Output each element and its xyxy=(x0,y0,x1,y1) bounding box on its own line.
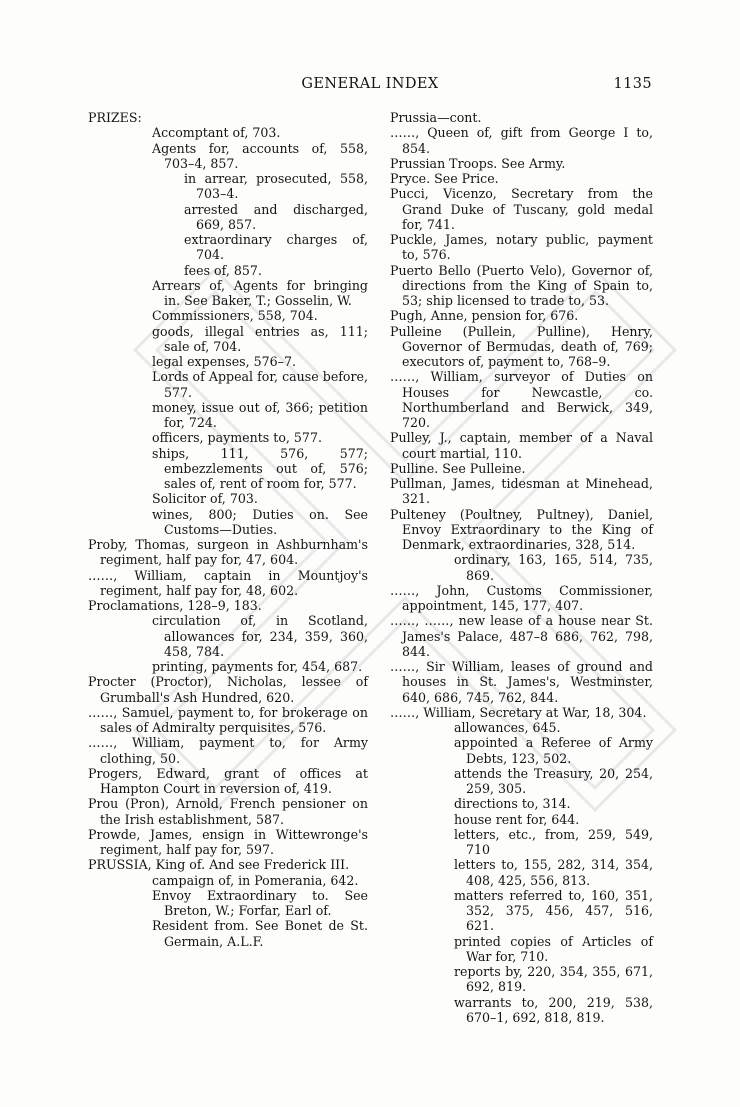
index-entry: Puerto Bello (Puerto Velo), Governor of, directions from the King of Spain to, 53; ship licensed to trade to, 53. xyxy=(390,262,653,308)
index-entry: Procter (Proctor), Nicholas, lessee of Grumball's Ash Hundred, 620. xyxy=(88,674,368,705)
index-entry: ……, Samuel, payment to, for brokerage on sales of Admiralty perquisites, 576. xyxy=(88,704,368,735)
index-entry: Progers, Edward, grant of offices at Hampton Court in reversion of, 419. xyxy=(88,765,368,796)
index-subentry: legal expenses, 576–7. xyxy=(152,354,296,369)
index-subentry: Accomptant of, 703. xyxy=(152,125,281,141)
index-subentry: money, issue out of, 366; petition for, 724. xyxy=(152,399,368,430)
page-header xyxy=(0,76,740,96)
index-entry: Pryce. See Price. xyxy=(390,171,499,186)
index-entry: Proby, Thomas, surgeon in Ashburnham's regiment, half pay for, 47, 604. xyxy=(88,537,368,568)
index-subentry: ordinary, 163, 165, 514, 735, 869. xyxy=(454,552,653,583)
index-subentry: campaign of, in Pomerania, 642. xyxy=(152,872,359,888)
index-subentry: Commissioners, 558, 704. xyxy=(152,308,318,324)
index-entry: Pulley, J., captain, member of a Naval court martial, 110. xyxy=(390,430,653,461)
index-subentry: arrested and discharged, 669, 857. xyxy=(184,201,368,232)
index-subentry: Resident from. See Bonet de St. Germain, A.L.F. xyxy=(152,918,368,949)
index-subentry: letters, etc., from, 259, 549, 710 xyxy=(454,826,653,857)
index-entry: Pulteney (Poultney, Pultney), Daniel, Envoy Extraordinary to the King of Denmark, extraordinaries, 328, 514. xyxy=(390,506,653,552)
index-entry: PRUSSIA, King of. And see Frederick III. xyxy=(88,857,350,873)
index-entry: Prussia—cont. xyxy=(390,110,482,125)
index-subentry: printing, payments for, 454, 687. xyxy=(152,659,363,674)
index-entry: ……, Queen of, gift from George I to, 854. xyxy=(390,125,653,156)
index-subentry: Envoy Extraordinary to. See Breton, W.; Forfar, Earl of. xyxy=(152,887,368,918)
index-entry: Pugh, Anne, pension for, 676. xyxy=(390,308,579,324)
index-entry: ……, John, Customs Commissioner, appointment, 145, 177, 407. xyxy=(390,582,653,613)
index-subentry: reports by, 220, 354, 355, 671, 692, 819. xyxy=(454,964,653,995)
page-number: 1135 xyxy=(613,76,652,92)
index-subentry: fees of, 857. xyxy=(184,262,262,278)
index-subentry: Lords of Appeal for, cause before, 577. xyxy=(152,369,368,400)
index-entry: ……, William, Secretary at War, 18, 304. xyxy=(390,704,647,720)
index-subentry: wines, 800; Duties on. See Customs—Duties. xyxy=(152,506,368,537)
index-subentry: directions to, 314. xyxy=(454,796,571,812)
index-entry: Prussian Troops. See Army. xyxy=(390,155,566,171)
index-entry: ……, ……, new lease of a house near St. James's Palace, 487–8 686, 762, 798, 844. xyxy=(390,613,653,659)
index-subentry: in arrear, prosecuted, 558, 703–4. xyxy=(184,171,368,202)
index-subentry: appointed a Referee of Army Debts, 123, 502. xyxy=(454,735,653,766)
index-subentry: circulation of, in Scotland, allowances for, 234, 359, 360, 458, 784. xyxy=(152,613,368,659)
index-subentry: warrants to, 200, 219, 538, 670–1, 692, 818, 819. xyxy=(454,994,653,1025)
index-entry: Pulleine (Pullein, Pulline), Henry, Governor of Bermudas, death of, 769; executors of, payment to, 768–9. xyxy=(390,323,653,369)
index-entry: Prou (Pron), Arnold, French pensioner on the Irish establishment, 587. xyxy=(88,796,368,827)
index-entry: Pulline. See Pulleine. xyxy=(390,460,526,476)
index-subentry: Arrears of, Agents for bringing in. See Baker, T.; Gosselin, W. xyxy=(152,277,368,308)
index-subentry: printed copies of Articles of War for, 710. xyxy=(454,933,653,964)
index-entry: Pullman, James, tidesman at Minehead, 321. xyxy=(390,476,653,507)
index-entry: ……, William, payment to, for Army clothing, 50. xyxy=(88,735,368,766)
index-subentry: goods, illegal entries as, 111; sale of, 704. xyxy=(152,323,368,354)
index-entry: ……, William, captain in Mountjoy's regiment, half pay for, 48, 602. xyxy=(88,567,368,598)
index-column-right xyxy=(390,110,653,1025)
index-subentry: matters referred to, 160, 351, 352, 375, 456, 457, 516, 621. xyxy=(454,887,653,934)
index-entry: Prowde, James, ensign in Wittewronge's regiment, half pay for, 597. xyxy=(88,826,368,857)
index-entry: Pucci, Vicenzo, Secretary from the Grand Duke of Tuscany, gold medal for, 741. xyxy=(390,186,653,232)
index-entry: Proclamations, 128–9, 183. xyxy=(88,598,262,613)
index-subentry: ships, 111, 576, 577; embezzlements out of, 576; sales of, rent of room for, 577. xyxy=(152,445,368,491)
index-subentry: house rent for, 644. xyxy=(454,811,580,827)
index-entry: ……, Sir William, leases of ground and houses in St. James's, Westminster, 640, 686, 745, 762, 844. xyxy=(390,659,653,705)
index-entry: Puckle, James, notary public, payment to, 576. xyxy=(390,232,653,263)
index-subentry: Agents for, accounts of, 558, 703–4, 857. xyxy=(152,140,368,171)
index-subentry: letters to, 155, 282, 314, 354, 408, 425, 556, 813. xyxy=(454,857,653,888)
index-subentry: officers, payments to, 577. xyxy=(152,430,322,446)
index-entry: PRIZES: xyxy=(88,110,142,125)
index-subentry: extraordinary charges of, 704. xyxy=(184,232,368,263)
running-title: GENERAL INDEX xyxy=(301,76,439,92)
index-entry: ……, William, surveyor of Duties on Houses for Newcastle, co. Northumberland and Berwick, 349, 720. xyxy=(390,369,653,430)
index-subentry: attends the Treasury, 20, 254, 259, 305. xyxy=(454,765,653,796)
index-subentry: Solicitor of, 703. xyxy=(152,491,258,507)
index-subentry: allowances, 645. xyxy=(454,720,561,735)
index-column-left xyxy=(88,110,368,949)
